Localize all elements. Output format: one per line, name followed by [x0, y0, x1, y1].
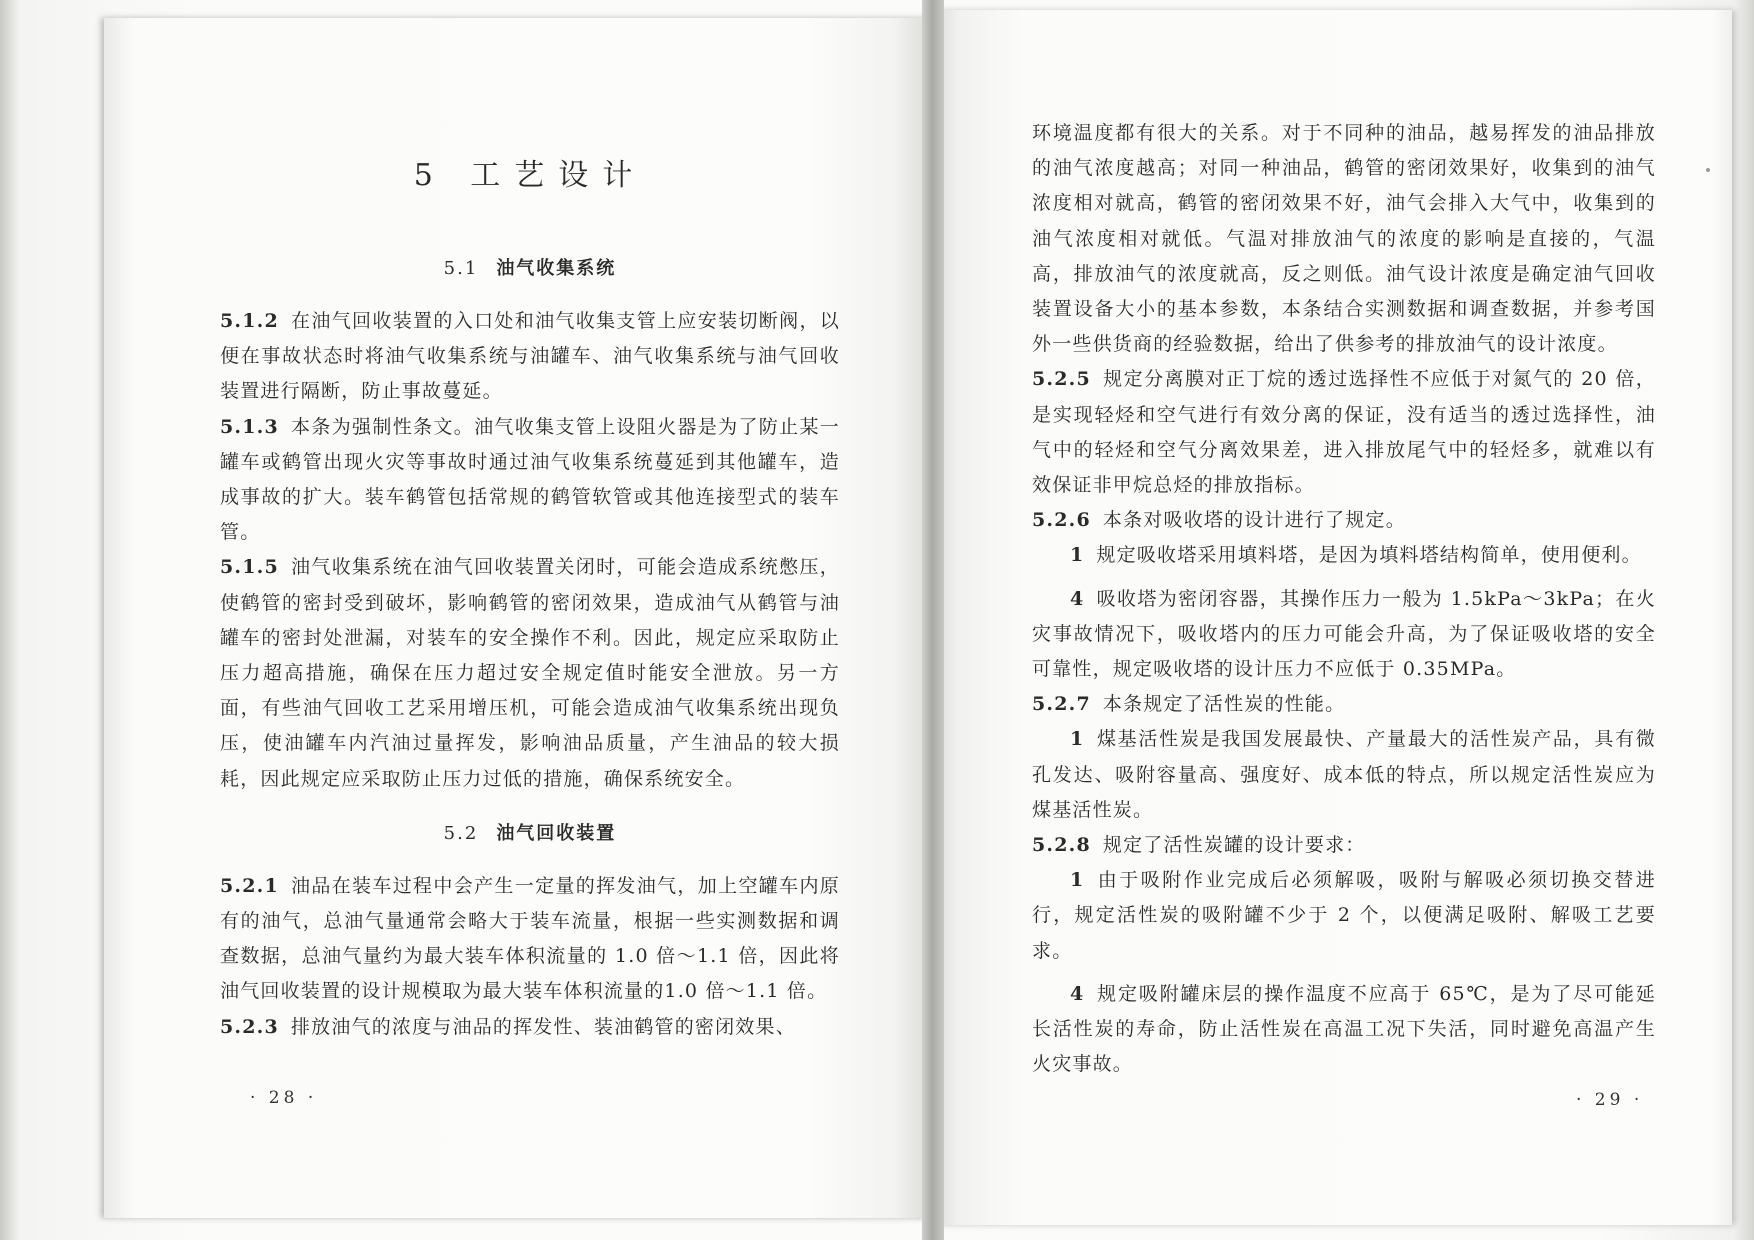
- clause-paragraph: [220, 1010, 840, 1045]
- clause-paragraph: [1032, 828, 1656, 863]
- section-heading: [220, 254, 840, 280]
- section-number: 5.1: [443, 258, 479, 279]
- item-paragraph: [1032, 582, 1656, 688]
- item-text: 由于吸附作业完成后必须解吸，吸附与解吸必须切换交替进行，规定活性炭的吸附罐不少于 2 个，以便满足吸附、解吸工艺要求。: [1032, 869, 1656, 962]
- clause-paragraph: [1032, 362, 1656, 503]
- clause-paragraph: [220, 304, 840, 410]
- clause-paragraph: [220, 410, 840, 551]
- clause-number: 5.2.3: [220, 1015, 279, 1038]
- clause-text: 本条为强制性条文。油气收集支管上设阻火器是为了防止某一罐车或鹤管出现火灾等事故时通过油气收集系统蔓延到其他罐车，造成事故的扩大。装车鹤管包括常规的鹤管软管或其他连接型式的装车管。: [220, 415, 840, 544]
- clause-text: 规定了活性炭罐的设计要求：: [1102, 834, 1366, 857]
- item-number: 4: [1070, 587, 1085, 610]
- item-text: 规定吸附罐床层的操作温度不应高于 65℃，是为了尽可能延长活性炭的寿命，防止活性炭在高温工况下失活，同时避免高温产生火灾事故。: [1032, 982, 1656, 1076]
- chapter-title: 5 工艺设计: [413, 158, 647, 193]
- paper-speck: [1706, 168, 1710, 172]
- clause-text: 排放油气的浓度与油品的挥发性、装油鹤管的密闭效果、: [290, 1015, 796, 1038]
- clause-text: 环境温度都有很大的关系。对于不同种的油品，越易挥发的油品排放的油气浓度越高；对同一种油品，鹤管的密闭效果好，收集到的油气浓度相对就高，鹤管的密闭效果不好，油气会排入大气中，收集到的油气浓度相对就低。气温对排放油气的浓度的影响是直接的，气温高，排放油气的浓度就高，反之则低。油气设计浓度是确定油气回收装置设备大小的基本参数，本条结合实测数据和调查数据，并参考国外一些供货商的经验数据，给出了供参考的排放油气的设计浓度。: [1032, 122, 1656, 356]
- section-title: 油气收集系统: [496, 258, 617, 279]
- left-page-content: [220, 150, 840, 1045]
- clause-number: 5.2.8: [1032, 834, 1091, 857]
- clause-text: 油品在装车过程中会产生一定量的挥发油气，加上空罐车内原有的油气，总油气量通常会略大于装车流量，根据一些实测数据和调查数据，总油气量约为最大装车体积流量的 1.0 倍～1.1 倍，因此将油气回收装置的设计规模取为最大装车体积流量的1.0 倍～1.1 倍。: [220, 874, 840, 1003]
- clause-number: 5.2.5: [1032, 368, 1091, 391]
- clause-text: 在油气回收装置的入口处和油气收集支管上应安装切断阀，以便在事故状态时将油气收集系统与油罐车、油气收集系统与油气回收装置进行隔断，防止事故蔓延。: [220, 310, 840, 403]
- clause-number: 5.1.2: [220, 310, 279, 332]
- clause-number: 5.2.6: [1032, 509, 1091, 532]
- clause-text: 规定分离膜对正丁烷的透过选择性不应低于对氮气的 20 倍，是实现轻烃和空气进行有效分离的保证，没有适当的透过选择性，油气中的轻烃和空气分离效果差，进入排放尾气中的轻烃多，就难以有效保证非甲烷总烃的排放指标。: [1032, 368, 1656, 497]
- clause-text: 本条规定了活性炭的性能。: [1102, 693, 1346, 716]
- item-number: 1: [1070, 728, 1085, 751]
- item-text: 吸收塔为密闭容器，其操作压力一般为 1.5kPa～3kPa；在火灾事故情况下，吸收塔内的压力可能会升高，为了保证吸收塔的安全可靠性，规定吸收塔的设计压力不应低于 0.35MPa。: [1032, 587, 1656, 681]
- right-page-content: [1032, 116, 1656, 1082]
- section-title: 油气回收装置: [496, 822, 617, 844]
- clause-paragraph: [220, 869, 840, 1010]
- clause-paragraph: [1032, 116, 1656, 362]
- item-paragraph: [1032, 722, 1656, 828]
- clause-text: 油气收集系统在油气回收装置关闭时，可能会造成系统憋压，使鹤管的密封受到破坏，影响鹤管的密闭效果，造成油气从鹤管与油罐车的密封处泄漏，对装车的安全操作不利。因此，规定应采取防止压力超高措施，确保在压力超过安全规定值时能安全泄放。另一方面，有些油气回收工艺采用增压机，可能会造成油气收集系统出现负压，使油罐车内汽油过量挥发，影响油品质量，产生油品的较大损耗，因此规定应采取防止压力过低的措施，确保系统安全。: [220, 556, 840, 790]
- clause-number: 5.1.3: [220, 415, 279, 438]
- clause-number: 5.2.7: [1032, 693, 1091, 716]
- page-number: · 28 ·: [250, 1088, 318, 1108]
- clause-paragraph: [1032, 503, 1656, 538]
- item-number: 4: [1070, 982, 1085, 1005]
- item-paragraph: [1032, 538, 1656, 573]
- item-number: 1: [1070, 544, 1085, 567]
- clause-number: 5.2.1: [220, 874, 279, 897]
- section-number: 5.2: [443, 822, 479, 844]
- item-text: 煤基活性炭是我国发展最快、产量最大的活性炭产品，具有微孔发达、吸附容量高、强度好、成本低的特点，所以规定活性炭应为煤基活性炭。: [1032, 728, 1656, 821]
- clause-text: 本条对吸收塔的设计进行了规定。: [1102, 509, 1406, 532]
- book-gutter: [922, 0, 944, 1240]
- item-paragraph: [1032, 977, 1656, 1083]
- item-text: 规定吸收塔采用填料塔，是因为填料塔结构简单，使用便利。: [1096, 544, 1642, 567]
- clause-number: 5.1.5: [220, 556, 279, 579]
- clause-paragraph: [1032, 687, 1656, 722]
- item-number: 1: [1070, 869, 1085, 892]
- page-number: · 29 ·: [1576, 1090, 1644, 1110]
- item-paragraph: [1032, 863, 1656, 969]
- section-heading: [220, 819, 840, 845]
- clause-paragraph: [220, 550, 840, 796]
